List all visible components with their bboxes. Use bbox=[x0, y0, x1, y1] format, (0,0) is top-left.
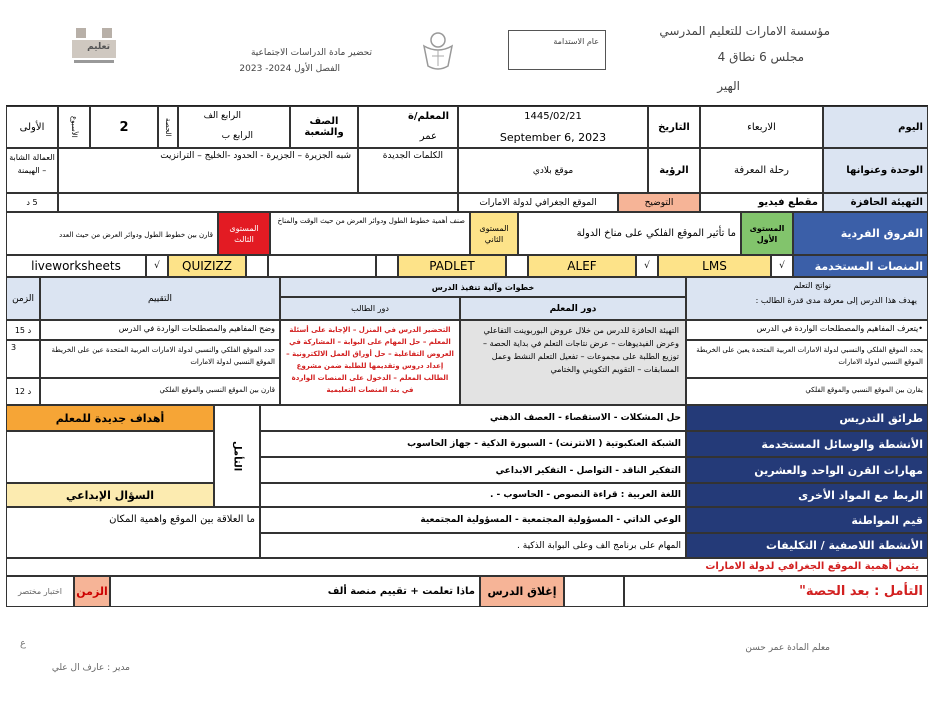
student-role-text: التحضير الدرس في المنزل – الإجابة على أسئلة المعلم – حل المهام على البوابة – المشاركة في العروض التفاعلية – حل أوراق العمل الالكترونية – إعداد دروس وتقديمها للطلبة ضمن مشروع الطالب المعلم – الدخول على المنصات الواردة في بند المنصات التعليمية bbox=[280, 320, 460, 405]
assessment-time-label: الزمن bbox=[6, 277, 40, 320]
steps-title: خطوات وآلية تنفيذ الدرس bbox=[280, 277, 686, 297]
closing-label: إغلاق الدرس bbox=[480, 576, 564, 607]
new-goals-area bbox=[6, 431, 214, 483]
creative-q-value: ما العلاقة بين الموقع واهمية المكان bbox=[6, 507, 260, 558]
tools-value: الشبكة العنكبوتية ( الانترنت) - السبورة الذكية - جهاز الحاسوب bbox=[260, 431, 686, 457]
vision-label: الرؤية bbox=[648, 148, 700, 193]
week-value: الأولى bbox=[6, 106, 58, 148]
lvl1-text: ما تأثير الموقع الفلكي على مناخ الدولة bbox=[518, 212, 741, 255]
platform-check-3 bbox=[506, 255, 528, 277]
strategies-value: حل المشكلات - الاستقصاء - العصف الذهني bbox=[260, 405, 686, 431]
reflection-label: التأمل : بعد الحصة" bbox=[624, 576, 928, 607]
platform-quizizz: QUIZIZZ bbox=[168, 255, 246, 277]
diff-label: الفروق الفردية bbox=[793, 212, 928, 255]
quiz-label: اختبار مختصر bbox=[6, 576, 74, 607]
student-role-label: دور الطالب bbox=[280, 297, 460, 320]
date-cell bbox=[458, 106, 648, 148]
org-line1: مؤسسة الامارات للتعليم المدرسي bbox=[659, 24, 830, 38]
period-label: الحصة bbox=[158, 106, 178, 148]
extra-value: المهام على برنامج الف وعلى البوابة الذكية . bbox=[260, 533, 686, 558]
assessment-item-1: وضح المفاهيم والمصطلحات الواردة في الدرس bbox=[40, 320, 280, 340]
prep-line1: تحضير مادة الدراسات الاجتماعية bbox=[250, 48, 372, 58]
platform-check-6: √ bbox=[146, 255, 168, 277]
signature-mark: ع bbox=[20, 638, 26, 649]
platform-check-1: √ bbox=[771, 255, 793, 277]
org-line3: الهير bbox=[717, 79, 740, 93]
year-box bbox=[508, 30, 606, 70]
ministry-logo bbox=[66, 20, 122, 70]
assessment-time-3: 12 د bbox=[6, 378, 40, 405]
principal-signature: مدير : عارف ال علي bbox=[51, 663, 130, 673]
platform-empty bbox=[268, 255, 376, 277]
keywords-value: شبه الجزيرة – الجزيرة - الحدود -الخليج – الترانزيت bbox=[160, 151, 351, 161]
outcomes-subtitle: يهدف هذا الدرس إلى معرفة مدى قدرة الطالب : bbox=[755, 296, 917, 305]
skills-value: التفكير الناقد - التواصل - التفكير الابداعي bbox=[260, 457, 686, 483]
teacher-role-text: التهيئة الحافزة للدرس من خلال عروض البوربوينت التفاعلي وعرض الفيديوهات – عرض نتاجات التعلم في بداية الحصة – توزيع الطلبة على مجموعات – تفعيل التعلم النشط وعمل المسابقات – التقويم التكويني والختامي bbox=[460, 320, 686, 405]
platform-lms: LMS bbox=[658, 255, 771, 277]
lvl1-label: المستوى الأول bbox=[741, 212, 793, 255]
year-box-text: عام الاستدامة bbox=[553, 37, 599, 46]
teacher-role-label: دور المعلم bbox=[460, 297, 686, 320]
class-label: الصف والشعبة bbox=[290, 106, 358, 148]
platform-alef: ALEF bbox=[528, 255, 636, 277]
tools-label: الأنشطة والوسائل المستخدمة bbox=[686, 431, 928, 457]
skills-label: مهارات القرن الواحد والعشرين bbox=[686, 457, 928, 483]
platforms-label: المنصات المستخدمة bbox=[793, 255, 928, 277]
platform-check-2: √ bbox=[636, 255, 658, 277]
teacher-value: عمر bbox=[419, 131, 437, 142]
date-greg: September 6, 2023 bbox=[499, 131, 607, 144]
lvl2-label: المستوى الثاني bbox=[470, 212, 518, 255]
outcome-2: يحدد الموقع الفلكي والنسبي لدولة الامارات العربية المتحدة يعين على الخريطة الموقع النسبي لدولة الامارات bbox=[686, 340, 928, 378]
platform-liveworksheets: liveworksheets bbox=[6, 255, 146, 277]
class-b: الرابع ب bbox=[221, 131, 253, 141]
creative-q-label: السؤال الإبداعي bbox=[6, 483, 214, 507]
day-label: اليوم bbox=[823, 106, 928, 148]
platform-check-5 bbox=[246, 255, 268, 277]
teacher-label: المعلم/ة bbox=[407, 111, 449, 122]
reflection-vertical-label: التأمل bbox=[214, 405, 260, 507]
platform-padlet: PADLET bbox=[398, 255, 506, 277]
time-value: 5 د bbox=[6, 193, 58, 212]
date-hijri: 1445/02/21 bbox=[524, 111, 582, 122]
assessment-time-2: 3 bbox=[6, 340, 40, 378]
keywords-label: الكلمات الجديدة bbox=[382, 151, 443, 161]
assessment-item-3: قارن بين الموقع النسبي والموقع الفلكي bbox=[40, 378, 280, 405]
lvl3-text: قارن بين خطوط الطول ودوائر العرض من حيث العدد bbox=[6, 212, 218, 255]
strategies-label: طرائق التدريس bbox=[686, 405, 928, 431]
lvl3-label: المستوى الثالث bbox=[218, 212, 270, 255]
hook-value: مقطع فيديو bbox=[700, 193, 823, 212]
extra-label: الأنشطة اللاصفية / التكليفات bbox=[686, 533, 928, 558]
unit-value: رحلة المعرفة bbox=[700, 148, 823, 193]
assessment-item-2: حدد الموقع الفلكي والنسبي لدولة الامارات العربية المتحدة عين على الخريطة الموقع النسبي لدولة الامارات bbox=[40, 340, 280, 378]
lvl2-text: صنف أهمية خطوط الطول ودوائر العرض من حيث الوقت والمناخ bbox=[270, 212, 470, 255]
outcome-1: •يتعرف المفاهيم والمصطلحات الواردة في الدرس bbox=[686, 320, 928, 340]
outcome-3: يقارن بين الموقع النسبي والموقع الفلكي bbox=[686, 378, 928, 405]
final-time-label: الزمن bbox=[74, 576, 110, 607]
assessment-title: التقييم bbox=[40, 277, 280, 320]
clarify-label: التوضيح bbox=[618, 193, 700, 212]
values-text: العمالة الشابة – الهيمنة bbox=[6, 148, 58, 193]
period-value: 2 bbox=[90, 106, 158, 148]
teacher-signature: معلم المادة عمر حسن bbox=[745, 643, 830, 653]
prep-line2: الفصل الأول 2024- 2023 bbox=[239, 64, 340, 74]
org-line2: مجلس 6 نطاق 4 bbox=[717, 50, 804, 64]
emblem-icon bbox=[418, 28, 458, 74]
keywords-cell bbox=[58, 148, 358, 193]
date-label: التاريخ bbox=[648, 106, 700, 148]
class-a: الرابع الف bbox=[203, 111, 241, 121]
link-value: اللغة العربية : قراءة النصوص - الحاسوب - . bbox=[260, 483, 686, 507]
week-label: الأسبوع bbox=[58, 106, 90, 148]
platform-check-4 bbox=[376, 255, 398, 277]
clarify-empty bbox=[58, 193, 458, 212]
citizen-label: قيم المواطنة bbox=[686, 507, 928, 533]
outcomes-title: نواتج التعلم bbox=[793, 281, 831, 290]
hook-label: التهيئة الحافزة bbox=[823, 193, 928, 212]
keywords-label-cell bbox=[358, 148, 458, 193]
vision-value: موقع بلادي bbox=[458, 148, 648, 193]
class-cell bbox=[178, 106, 290, 148]
outcomes-header bbox=[686, 277, 928, 320]
teacher-cell bbox=[358, 106, 458, 148]
closing-value: ماذا تعلمت + تقييم منصة ألف bbox=[110, 576, 480, 607]
day-value: الاربعاء bbox=[700, 106, 823, 148]
logo-text: تعليم bbox=[87, 42, 110, 52]
assessment-time-1: 15 د bbox=[6, 320, 40, 340]
citizen-value: الوعي الذاتي - المسؤولية المجتمعية - المسؤولية المجتمعية bbox=[260, 507, 686, 533]
unit-label: الوحدة وعنوانها bbox=[823, 148, 928, 193]
link-label: الربط مع المواد الأخرى bbox=[686, 483, 928, 507]
clarify-value: الموقع الجغرافي لدولة الامارات bbox=[458, 193, 618, 212]
new-goals-label: أهداف جديدة للمعلم bbox=[6, 405, 214, 431]
closing-spacer bbox=[564, 576, 624, 607]
reflection-red: يثمن أهمية الموقع الجغرافي لدولة الامارات bbox=[6, 558, 928, 576]
